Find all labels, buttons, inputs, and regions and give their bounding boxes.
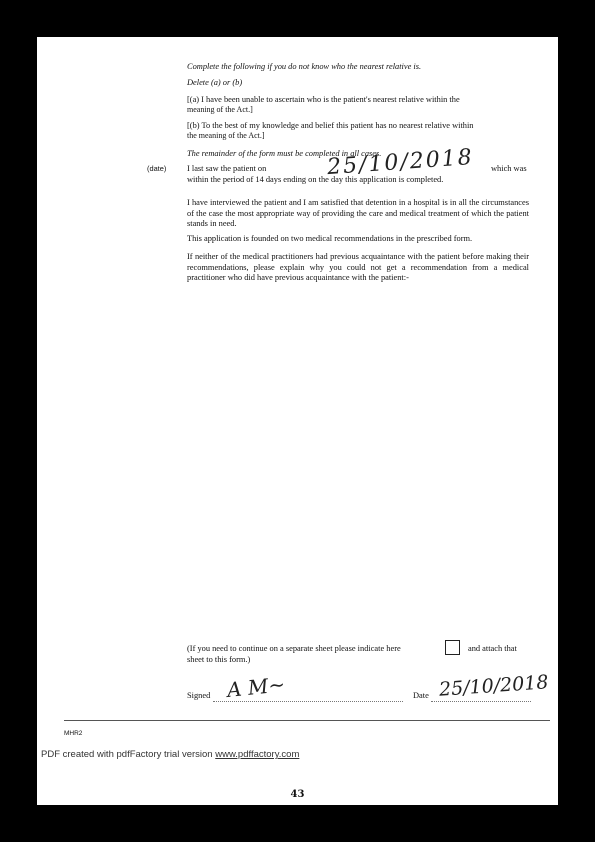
last-saw-suffix: which was [491,164,527,173]
document-page [37,37,558,805]
period-line: within the period of 14 days ending on the day this application is completed. [187,175,444,184]
continue-line1: (If you need to continue on a separate sheet please indicate here [187,644,401,653]
page-number: 43 [290,789,305,800]
date-label: Date [413,691,429,700]
date-line [431,701,531,702]
last-saw-date-handwritten: 25/10/2018 [326,144,475,181]
last-saw-prefix: I last saw the patient on [187,164,267,173]
founded-line: This application is founded on two medical recommendations in the prescribed form. [187,234,473,243]
continue-line1-end: and attach that [468,644,517,653]
interview-paragraph: I have interviewed the patient and I am satisfied that detention in a hospital is in all the circumstances of the case the most appropriate way of providing the care and medical treatment of which the patient stands in need. [187,198,529,228]
signed-label: Signed [187,691,211,700]
remainder-instruction: The remainder of the form must be completed in all cases. [187,149,382,158]
intro-instruction: Complete the following if you do not know who the nearest relative is. [187,62,422,71]
option-a-line1: [(a) I have been unable to ascertain who is the patient's nearest relative within the [187,95,460,104]
option-b-line1: [(b) To the best of my knowledge and belief this patient has no nearest relative within [187,121,474,130]
pdf-creator-note [41,749,299,760]
form-code: MHR2 [64,730,83,737]
option-b-line2: the meaning of the Act.] [187,131,265,140]
separate-sheet-checkbox[interactable] [445,640,460,655]
date-margin-label: (date) [147,164,167,173]
delete-instruction: Delete (a) or (b) [187,78,243,87]
option-a-line2: meaning of the Act.] [187,105,253,114]
signature-handwritten: A M~ [225,672,287,702]
continue-line2: sheet to this form.) [187,655,251,664]
pdffactory-link[interactable]: www.pdffactory.com [215,749,300,760]
sign-date-handwritten: 25/10/2018 [438,671,550,701]
acquaintance-paragraph: If neither of the medical practitioners had previous acquaintance with the patient before making their recommendations, please explain why you could not get a recommendation from a medical practitioner who did have previous acquaintance with the patient:- [187,252,529,282]
footer-divider [64,720,550,721]
pdf-creator-text: PDF created with pdfFactory trial version [41,749,216,760]
signature-line [213,701,403,702]
